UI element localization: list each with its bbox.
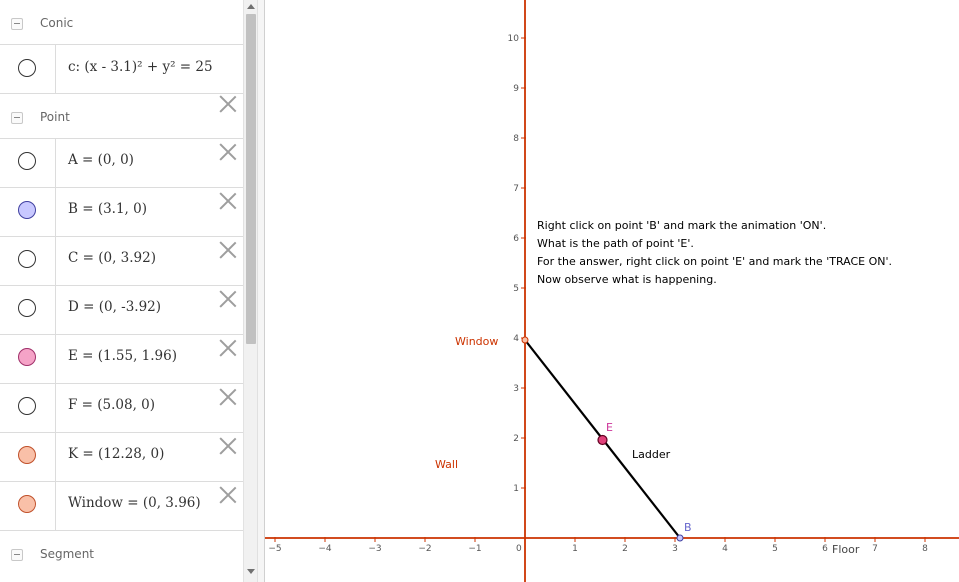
group-label: Segment xyxy=(40,547,94,561)
delete-icon[interactable] xyxy=(219,388,237,406)
algebra-item-window[interactable] xyxy=(0,482,243,531)
x-tick-label: 4 xyxy=(722,544,728,554)
group-header-segment[interactable] xyxy=(0,531,243,576)
x-axis-label: Floor xyxy=(832,543,860,556)
y-tick-label: 1 xyxy=(513,484,519,494)
item-definition[interactable]: D = (0, -3.92) xyxy=(68,299,162,315)
delete-icon[interactable] xyxy=(219,192,237,210)
visibility-toggle[interactable] xyxy=(18,59,36,77)
marble-cell xyxy=(0,188,56,236)
marble-cell xyxy=(0,237,56,285)
algebra-item-e[interactable] xyxy=(0,335,243,384)
visibility-toggle[interactable] xyxy=(18,250,36,268)
algebra-item-d[interactable] xyxy=(0,286,243,335)
label-window[interactable]: Window xyxy=(455,335,499,348)
visibility-toggle[interactable] xyxy=(18,201,36,219)
item-definition[interactable]: c: (x - 3.1)² + y² = 25 xyxy=(68,59,213,75)
algebra-scrollbar[interactable] xyxy=(243,0,257,582)
label-point-e[interactable]: E xyxy=(606,421,613,434)
marble-cell xyxy=(0,482,56,530)
collapse-icon[interactable] xyxy=(11,549,23,561)
point-window[interactable] xyxy=(522,337,528,343)
visibility-toggle[interactable] xyxy=(18,348,36,366)
instruction-line[interactable]: Now observe what is happening. xyxy=(537,273,717,286)
point-e[interactable] xyxy=(598,436,607,445)
delete-icon[interactable] xyxy=(219,437,237,455)
x-tick-label: 1 xyxy=(572,544,578,554)
collapse-icon[interactable] xyxy=(11,112,23,124)
algebra-item-a[interactable] xyxy=(0,139,243,188)
x-tick-label: 5 xyxy=(772,544,778,554)
marble-cell xyxy=(0,139,56,187)
y-tick-label: 5 xyxy=(513,284,519,294)
label-ladder[interactable]: Ladder xyxy=(632,448,671,461)
algebra-view xyxy=(0,0,243,582)
y-tick-label: 2 xyxy=(513,434,519,444)
x-tick-label: −2 xyxy=(418,544,432,554)
marble-cell xyxy=(0,384,56,432)
delete-icon[interactable] xyxy=(219,290,237,308)
visibility-toggle[interactable] xyxy=(18,446,36,464)
x-tick-label: 0 xyxy=(516,544,522,554)
y-tick-label: 8 xyxy=(513,134,519,144)
visibility-toggle[interactable] xyxy=(18,299,36,317)
group-label: Point xyxy=(40,110,70,124)
item-definition[interactable]: F = (5.08, 0) xyxy=(68,397,156,413)
delete-icon[interactable] xyxy=(219,486,237,504)
instruction-line[interactable]: For the answer, right click on point 'E' and mark the 'TRACE ON'. xyxy=(537,255,893,268)
delete-icon[interactable] xyxy=(219,339,237,357)
x-tick-label: −5 xyxy=(268,544,282,554)
marble-cell xyxy=(0,433,56,481)
scroll-down-icon[interactable] xyxy=(247,569,255,574)
label-point-b[interactable]: B xyxy=(684,521,692,534)
x-tick-label: 2 xyxy=(622,544,628,554)
x-tick-label: −4 xyxy=(318,544,332,554)
delete-icon[interactable] xyxy=(219,143,237,161)
collapse-icon[interactable] xyxy=(11,18,23,30)
algebra-item-f[interactable] xyxy=(0,384,243,433)
graphics-canvas[interactable] xyxy=(265,0,959,582)
item-definition[interactable]: C = (0, 3.92) xyxy=(68,250,156,266)
y-tick-label: 9 xyxy=(513,84,519,94)
item-definition[interactable]: E = (1.55, 1.96) xyxy=(68,348,177,364)
group-header-point[interactable] xyxy=(0,94,243,139)
marble-cell xyxy=(0,286,56,334)
item-definition[interactable]: Window = (0, 3.96) xyxy=(68,495,201,511)
group-label: Conic xyxy=(40,16,74,30)
y-tick-label: 10 xyxy=(507,34,519,44)
label-wall[interactable]: Wall xyxy=(435,458,459,471)
marble-cell xyxy=(0,335,56,383)
x-tick-label: 3 xyxy=(672,544,678,554)
x-tick-label: 8 xyxy=(922,544,928,554)
item-definition[interactable]: K = (12.28, 0) xyxy=(68,446,165,462)
instruction-line[interactable]: Right click on point 'B' and mark the animation 'ON'. xyxy=(537,219,827,232)
marble-cell xyxy=(0,45,56,93)
point-b[interactable] xyxy=(677,535,683,541)
x-tick-label: −1 xyxy=(468,544,482,554)
x-tick-label: 7 xyxy=(872,544,878,554)
y-tick-label: 7 xyxy=(513,184,519,194)
visibility-toggle[interactable] xyxy=(18,495,36,513)
algebra-item-b[interactable] xyxy=(0,188,243,237)
delete-icon[interactable] xyxy=(219,241,237,259)
y-tick-label: 3 xyxy=(513,384,519,394)
visibility-toggle[interactable] xyxy=(18,152,36,170)
y-tick-label: 6 xyxy=(513,234,519,244)
x-tick-label: 6 xyxy=(822,544,828,554)
item-definition[interactable]: B = (3.1, 0) xyxy=(68,201,147,217)
algebra-item-k[interactable] xyxy=(0,433,243,482)
algebra-item-c-point[interactable] xyxy=(0,237,243,286)
group-header-conic[interactable] xyxy=(0,0,243,45)
item-definition[interactable]: A = (0, 0) xyxy=(68,152,134,168)
visibility-toggle[interactable] xyxy=(18,397,36,415)
scroll-up-icon[interactable] xyxy=(247,4,255,9)
instruction-line[interactable]: What is the path of point 'E'. xyxy=(537,237,694,250)
y-tick-label: 4 xyxy=(513,334,519,344)
graphics-view[interactable] xyxy=(265,0,959,582)
algebra-item-c[interactable] xyxy=(0,45,243,94)
scroll-thumb[interactable] xyxy=(246,14,256,344)
panel-divider[interactable] xyxy=(257,0,265,582)
x-tick-label: −3 xyxy=(368,544,382,554)
